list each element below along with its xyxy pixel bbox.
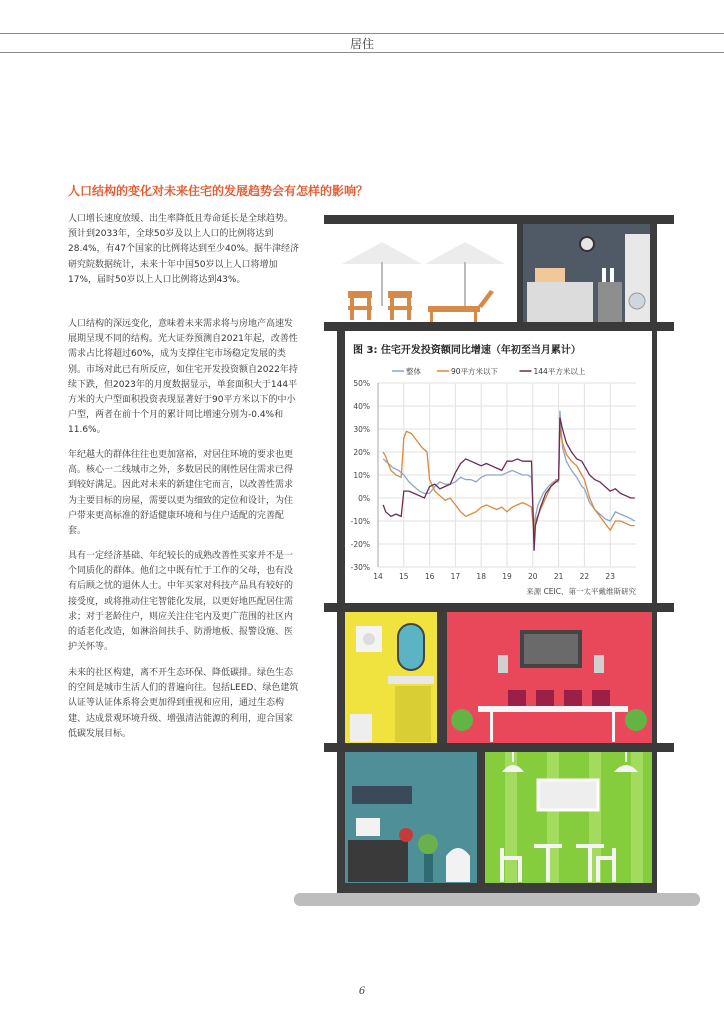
x-tick-label: 21: [553, 572, 564, 581]
floor-beam-2: [324, 603, 674, 612]
paragraph-1: 人口增长速度放缓、出生率降低且寿命延长是全球趋势。预计到2033年，全球50岁及以上人口的比例将达到28.4%，有47个国家的比例将达到至少40%。据牛津经济研究院数据统计，未来十年中国50岁以上人口将增加17%，届时50岁以上人口比例将达到43%。: [68, 214, 300, 285]
y-tick-label: 0%: [358, 494, 370, 503]
telephone-icon: [399, 828, 413, 842]
y-tick-label: -10%: [350, 517, 370, 526]
picture-frame: [538, 780, 598, 810]
x-tick-label: 19: [502, 572, 512, 581]
x-tick-label: 14: [373, 572, 383, 581]
wall-shelf: [352, 786, 412, 804]
cabinet: [598, 282, 622, 322]
desk: [348, 840, 408, 882]
speaker-icon: [498, 655, 508, 673]
floor-beam-1: [324, 322, 674, 331]
x-tick-label: 20: [528, 572, 538, 581]
fan-icon: [363, 633, 375, 645]
armchair-icon: [446, 848, 470, 882]
plant-icon: [451, 709, 473, 731]
y-tick-label: 20%: [353, 448, 370, 457]
chart-panel: [345, 331, 652, 603]
toilet-icon: [350, 714, 372, 742]
x-tick-label: 17: [450, 572, 461, 581]
paragraph-3: 年纪越大的群体往往也更加富裕，对居住环境的要求也更高。核心一二线城市之外，多数居民的刚性居住需求已得到较好满足。因此对未来的新建住宅而言，以改善性需求为主要目标的房屋，需要以更为细致的定位和设计，为住户带来更高标准的舒适健康环境和与住户适配的完善配套。: [68, 450, 294, 537]
floor-beam-3: [324, 743, 674, 752]
sink-icon: [388, 676, 434, 684]
y-tick-label: 30%: [353, 425, 370, 434]
paragraph-4: 具有一定经济基础、年纪较长的成熟改善性买家并不是一个同质化的群体。他们之中既有忙于工作的父母，也有没有后顾之忧的退休人士。中年买家对科技产品具有较好的接受度，或将推动住宅智能化发展，以更好地匹配居住需求；对于老龄住户，则应关注住宅内及更广范围的社区内的适老化改造，如淋浴间扶手、防滑地板、报警设施、医护关怀等。: [68, 551, 294, 653]
monitor-icon: [356, 818, 380, 836]
vanity-cabinet: [395, 686, 431, 742]
box-icon: [535, 268, 565, 282]
article-heading: 人口结构的变化对未来住宅的发展趋势会有怎样的影响？: [68, 184, 369, 198]
x-tick-label: 16: [424, 572, 435, 581]
plant-icon: [418, 834, 438, 854]
y-tick-label: 40%: [353, 402, 370, 411]
y-tick-label: -30%: [350, 563, 370, 572]
bottle-icon: [602, 268, 606, 282]
x-tick-label: 23: [605, 572, 615, 581]
x-tick-label: 22: [579, 572, 590, 581]
roof-beam: [324, 215, 674, 224]
plant-icon: [625, 709, 647, 731]
y-tick-label: 10%: [353, 471, 370, 480]
legend-label: 144平方米以上: [533, 367, 586, 376]
section-title: 居住: [349, 37, 374, 51]
washer-door: [629, 293, 645, 309]
ground-slab: [294, 893, 700, 906]
kitchen-counter: [527, 282, 593, 322]
mirror-icon: [398, 624, 424, 670]
chart-source: 来源 CEIC、第一太平戴维斯研究: [526, 587, 636, 596]
clock-icon: [580, 237, 594, 251]
paragraph-2: 人口结构的深远变化，意味着未来需求将与房地产高速发展期呈现不同的结构。光大证券预测自2021年起，改善性需求占比将超过60%，成为支撑住宅市场稳定发展的类别。市场对此已有所反应，如住宅开发投资额自2022年持续下跌，但2023年的月度数据显示，单套面积大于144平方米的大户型面积投资表现显著好于90平方米以下的中小户型，两者在前十个月的累计同比增速分别为-0.4%和11.6%。: [68, 319, 298, 436]
chart-title: 图 3: 住宅开发投资额同比增速（年初至当月累计）: [353, 345, 581, 356]
speaker-icon: [594, 655, 604, 673]
paragraph-5: 未来的社区构建，离不开生态环保、降低碳排。绿色生态的空间是城市生活人们的普遍向往。包括LEED、绿色建筑认证等认证体系将会更加得到重视和应用，通过生态构建、达成景观环境升级、增强清洁能源的利用，迎合国家低碳发展目标。: [68, 668, 299, 739]
legend-label: 90平方米以下: [451, 367, 499, 376]
dining-table: [478, 706, 628, 712]
bottle-icon: [610, 268, 614, 282]
y-tick-label: -20%: [350, 540, 370, 549]
legend-label: 整体: [406, 367, 421, 376]
y-tick-label: 50%: [353, 379, 370, 388]
x-tick-label: 15: [399, 572, 409, 581]
page-number: 6: [358, 986, 366, 997]
x-tick-label: 18: [476, 572, 486, 581]
